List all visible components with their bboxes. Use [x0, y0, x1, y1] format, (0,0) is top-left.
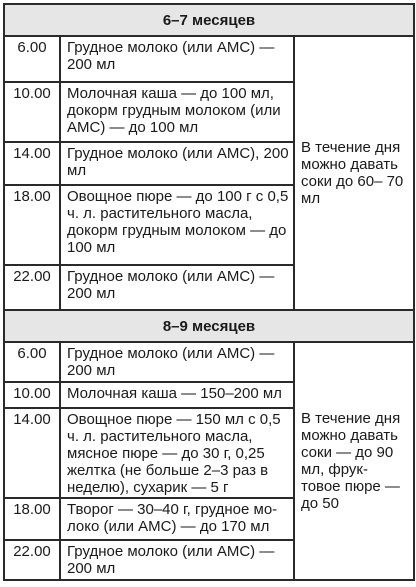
- menu-cell: Творог — 30–40 г, грудное мо- локо (или АМС) — до 170 мл: [60, 498, 294, 540]
- time-cell: 22.00: [4, 265, 60, 310]
- menu-cell: Грудное молоко (или АМС) — 200 мл: [60, 342, 294, 382]
- time-cell: 14.00: [4, 408, 60, 498]
- time-cell: 6.00: [4, 342, 60, 382]
- note-text: В течение дня можно давать соки — до 90 мл, фрук- товое пюре — до 50: [301, 410, 401, 512]
- menu-cell: Овощное пюре — 150 мл с 0,5 ч. л. растительного масла, мясное пюре — до 30 г, 0,25 желтка (не больше 2–3 раз в неделю), сухарик — 5 г: [60, 408, 294, 498]
- feeding-schedule-table: [3, 3, 415, 581]
- section-header-6-7: [4, 4, 414, 36]
- table-row: [4, 36, 414, 82]
- time-cell: 22.00: [4, 540, 60, 580]
- section-header-8-9: [4, 310, 414, 342]
- time-cell: 10.00: [4, 82, 60, 142]
- menu-cell: Грудное молоко (или АМС) — 200 мл: [60, 540, 294, 580]
- menu-cell: Грудное молоко (или АМС) — 200 мл: [60, 265, 294, 310]
- table-row: [4, 342, 414, 382]
- note-text: В течение дня можно давать соки до 60– 70 мл: [301, 139, 404, 207]
- time-cell: 14.00: [4, 142, 60, 185]
- time-cell: 10.00: [4, 382, 60, 408]
- menu-cell: Грудное молоко (или АМС), 200 мл: [60, 142, 294, 185]
- time-cell: 6.00: [4, 36, 60, 82]
- time-cell: 18.00: [4, 185, 60, 265]
- note-cell: [294, 342, 414, 580]
- note-cell: [294, 36, 414, 310]
- menu-cell: Молочная каша — 150–200 мл: [60, 382, 294, 408]
- menu-cell: Овощное пюре — до 100 г с 0,5 ч. л. растительного масла, докорм грудным молоком — до 100 мл: [60, 185, 294, 265]
- menu-cell: Грудное молоко (или АМС) — 200 мл: [60, 36, 294, 82]
- menu-cell: Молочная каша — до 100 мл, докорм грудным молоком (или АМС) — до 100 мл: [60, 82, 294, 142]
- section-title: 6–7 месяцев: [4, 4, 414, 36]
- section-title: 8–9 месяцев: [4, 310, 414, 342]
- time-cell: 18.00: [4, 498, 60, 540]
